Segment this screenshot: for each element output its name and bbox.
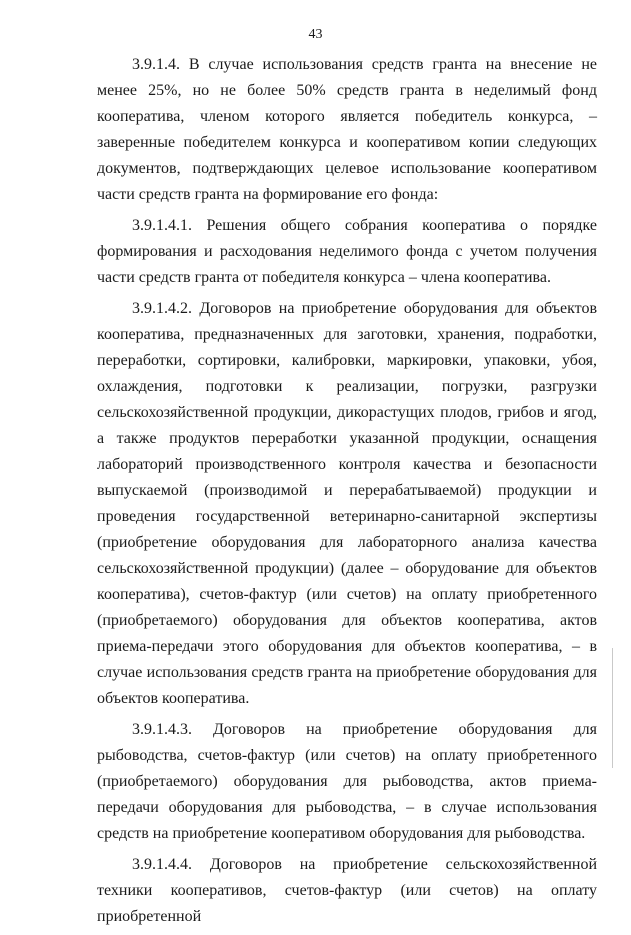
document-body xyxy=(97,52,597,935)
scan-artifact-line xyxy=(612,648,613,768)
page-number: 43 xyxy=(308,27,323,42)
paragraph-3-9-1-4-2: 3.9.1.4.2. Договоров на приобретение оборудования для объектов кооператива, предназначенных для заготовки, хранения, подработки, переработки, сортировки, калибровки, маркировки, упаковки, убоя, охлаждения, подготовки к реализации, погрузки, разгрузки сельскохозяйственной продукции, дикорастущих плодов, грибов и ягод, а также продуктов переработки указанной продукции, оснащения лабораторий производственного контроля качества и безопасности выпускаемой (производимой и перерабатываемой) продукции и проведения государственной ветеринарно-санитарной экспертизы (приобретение оборудования для лабораторного анализа качества сельскохозяйственной продукции) (далее – оборудование для объектов кооператива), счетов-фактур (или счетов) на оплату приобретенного (приобретаемого) оборудования для объектов кооператива, актов приема-передачи этого оборудования для объектов кооператива, – в случае использования средств гранта на приобретение оборудования для объектов кооператива. xyxy=(97,300,597,707)
paragraph-3-9-1-4: 3.9.1.4. В случае использования средств гранта на внесение не менее 25%, но не более 50% средств гранта в неделимый фонд кооператива, членом которого является победитель конкурса, – заверенные победителем конкурса и кооперативом копии следующих документов, подтверждающих целевое использование кооперативом части средств гранта на формирование его фонда: xyxy=(97,56,597,203)
paragraph-3-9-1-4-4: 3.9.1.4.4. Договоров на приобретение сельскохозяйственной техники кооперативов, счетов-фактур (или счетов) на оплату приобретенной xyxy=(97,856,597,925)
paragraph-3-9-1-4-3: 3.9.1.4.3. Договоров на приобретение оборудования для рыбоводства, счетов-фактур (или счетов) на оплату приобретенного (приобретаемого) оборудования для рыбоводства, актов приема-передачи оборудования для рыбоводства, – в случае использования средств на приобретение кооперативом оборудования для рыбоводства. xyxy=(97,721,597,842)
paragraph-3-9-1-4-1: 3.9.1.4.1. Решения общего собрания кооператива о порядке формирования и расходования неделимого фонда с учетом получения части средств гранта от победителя конкурса – члена кооператива. xyxy=(97,217,597,286)
